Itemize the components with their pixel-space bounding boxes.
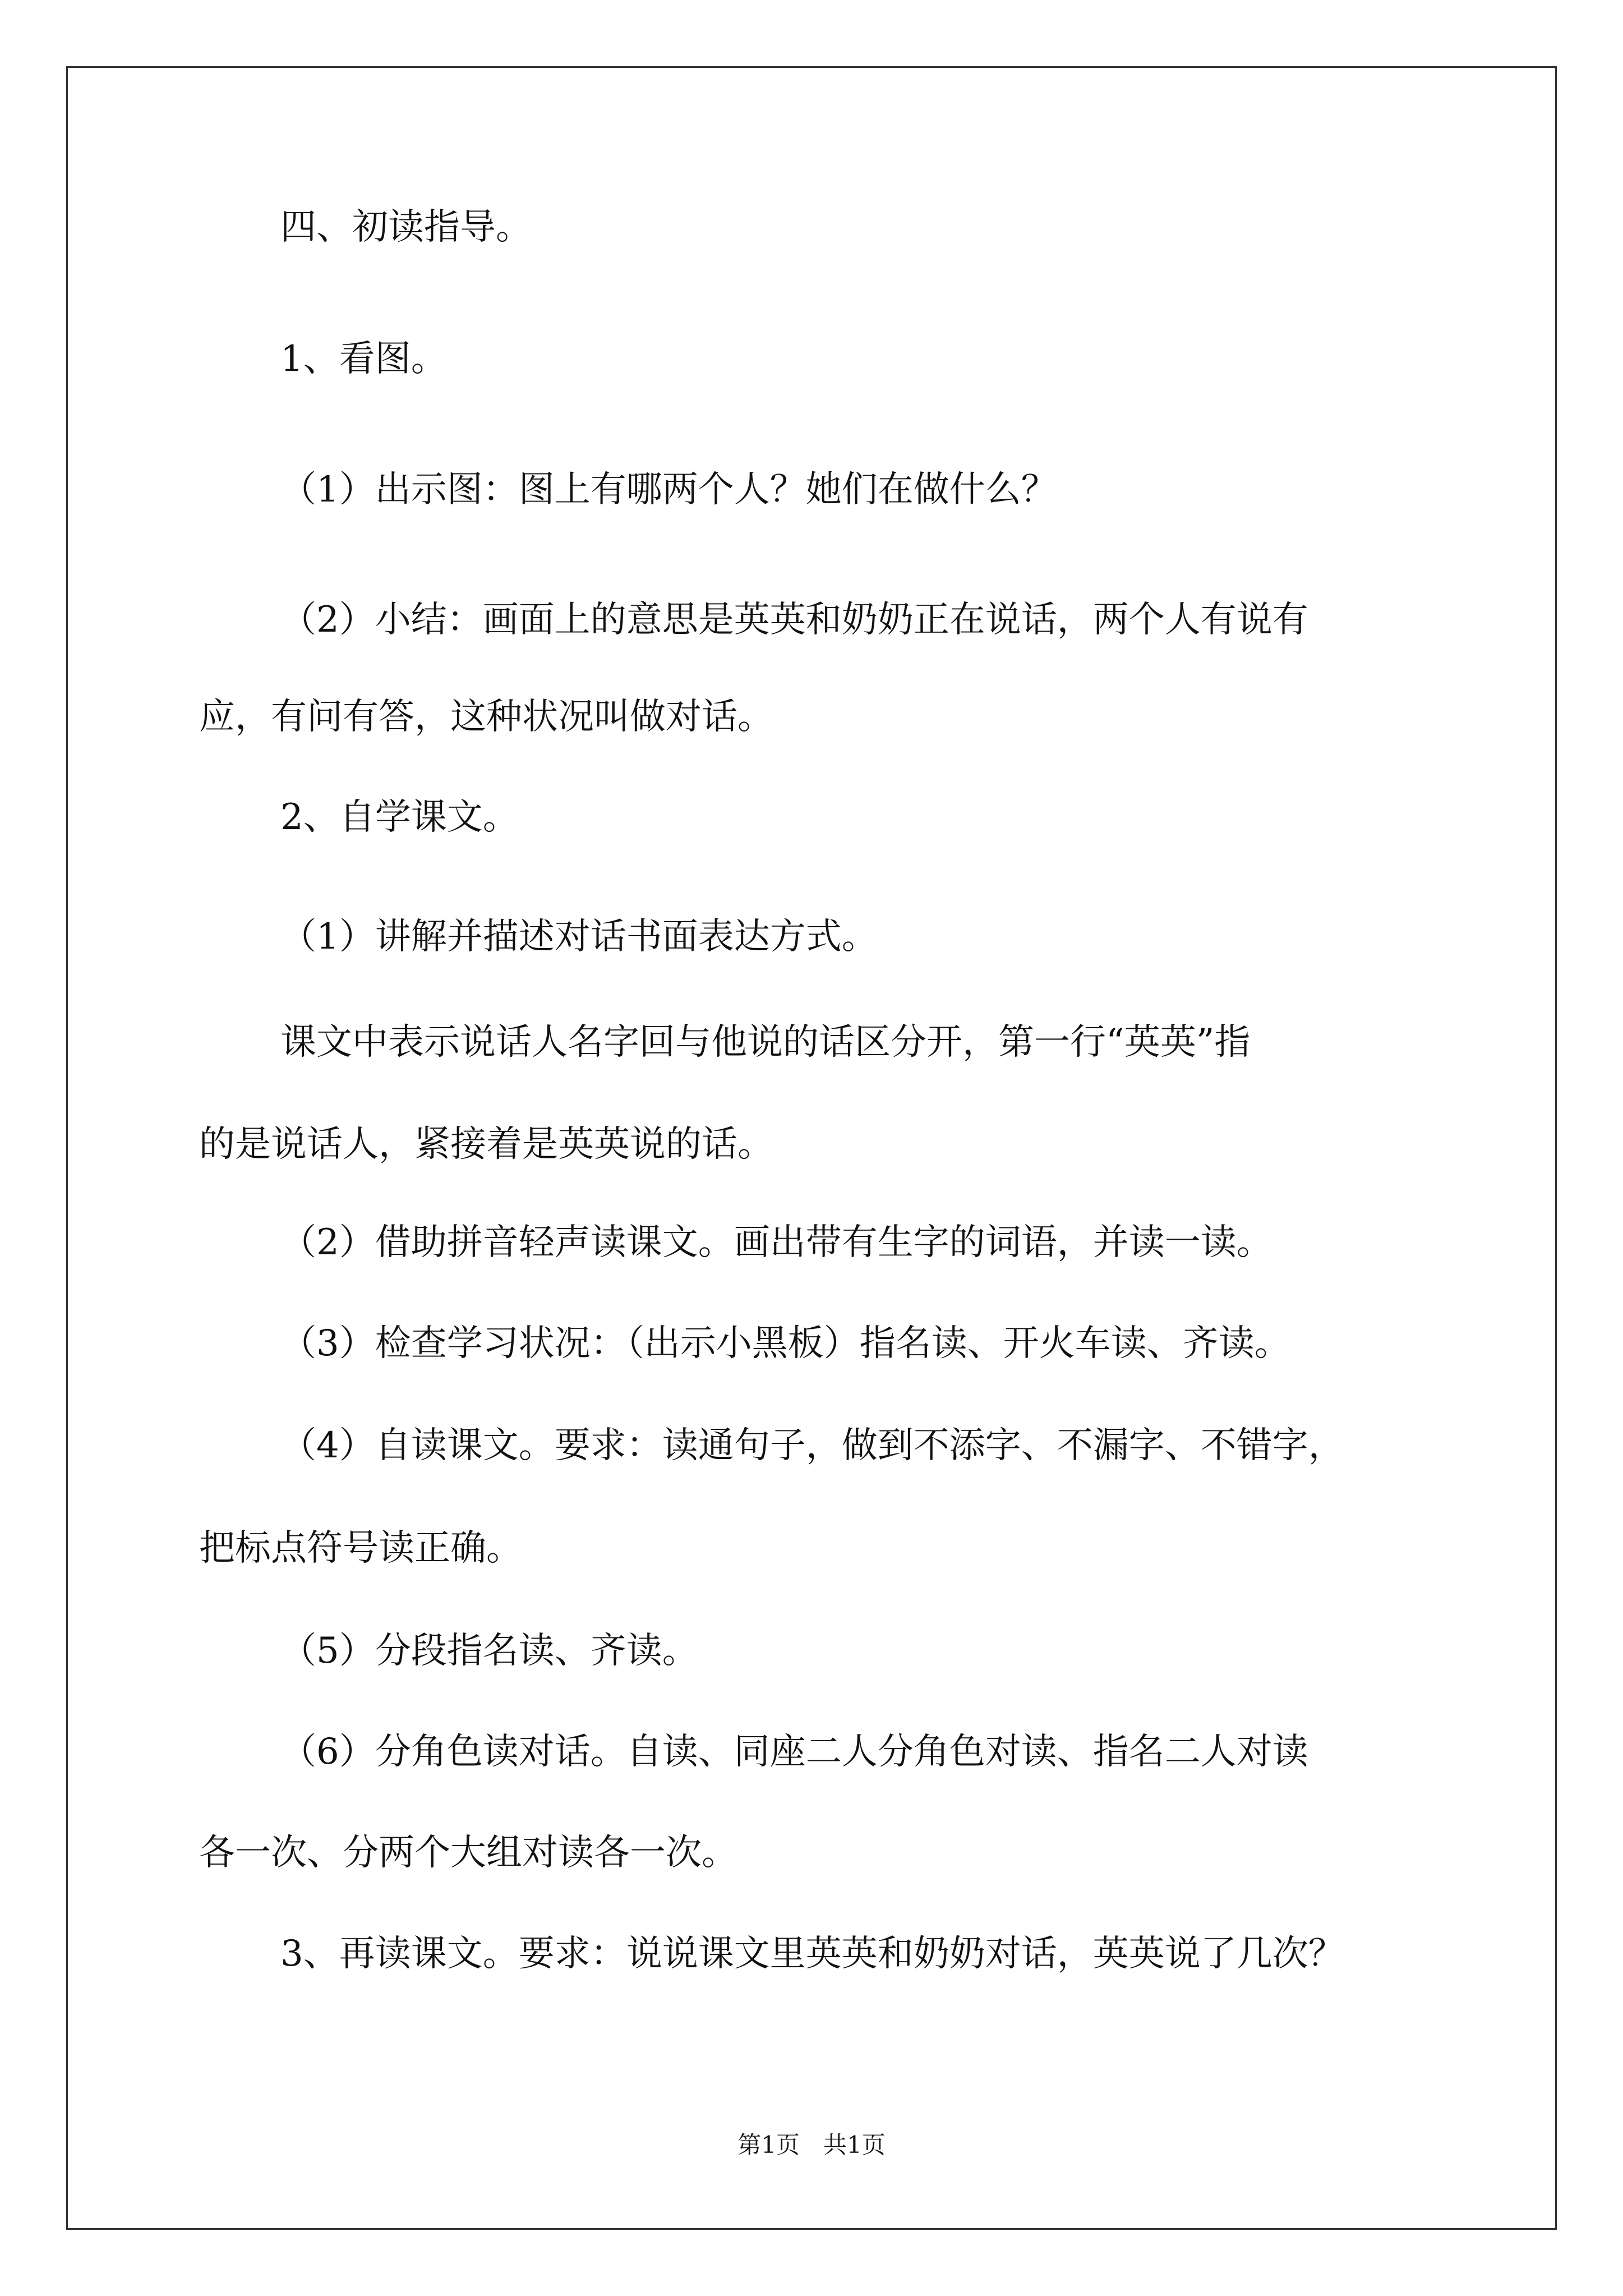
paragraph-line: （3）检查学习状况：（出示小黑板）指名读、开火车读、齐读。	[280, 1323, 1290, 1364]
paragraph-line: （1）出示图：图上有哪两个人？她们在做什么？	[280, 469, 1057, 510]
paragraph-line: （6）分角色读对话。自读、同座二人分角色对读、指名二人对读	[280, 1731, 1308, 1773]
paragraph-line: 的是说话人，紧接着是英英说的话。	[199, 1124, 773, 1165]
paragraph-line: （5）分段指名读、齐读。	[280, 1630, 698, 1672]
paragraph-line: （2）借助拼音轻声读课文。画出带有生字的词语，并读一读。	[280, 1222, 1272, 1263]
step-2-heading: 2、自学课文。	[280, 797, 519, 838]
paragraph-line: （1）讲解并描述对话书面表达方式。	[280, 916, 878, 958]
paragraph-line: （2）小结：画面上的意思是英英和奶奶正在说话，两个人有说有	[280, 599, 1308, 641]
step-3-line: 3、再读课文。要求：说说课文里英英和奶奶对话，英英说了几次？	[280, 1933, 1344, 1975]
step-1-heading: 1、看图。	[280, 338, 447, 380]
paragraph-line: 应，有问有答，这种状况叫做对话。	[199, 696, 773, 738]
paragraph-line: 各一次、分两个大组对读各一次。	[199, 1832, 737, 1874]
paragraph-line: （4）自读课文。要求：读通句子，做到不添字、不漏字、不错字，	[280, 1425, 1344, 1466]
page-footer: 第1页 共1页	[737, 2131, 886, 2159]
paragraph-line: 课文中表示说话人名字回与他说的话区分开，第一行“英英”指	[280, 1022, 1251, 1063]
paragraph-line: 把标点符号读正确。	[199, 1527, 522, 1569]
heading-section-4: 四、初读指导。	[280, 206, 532, 248]
